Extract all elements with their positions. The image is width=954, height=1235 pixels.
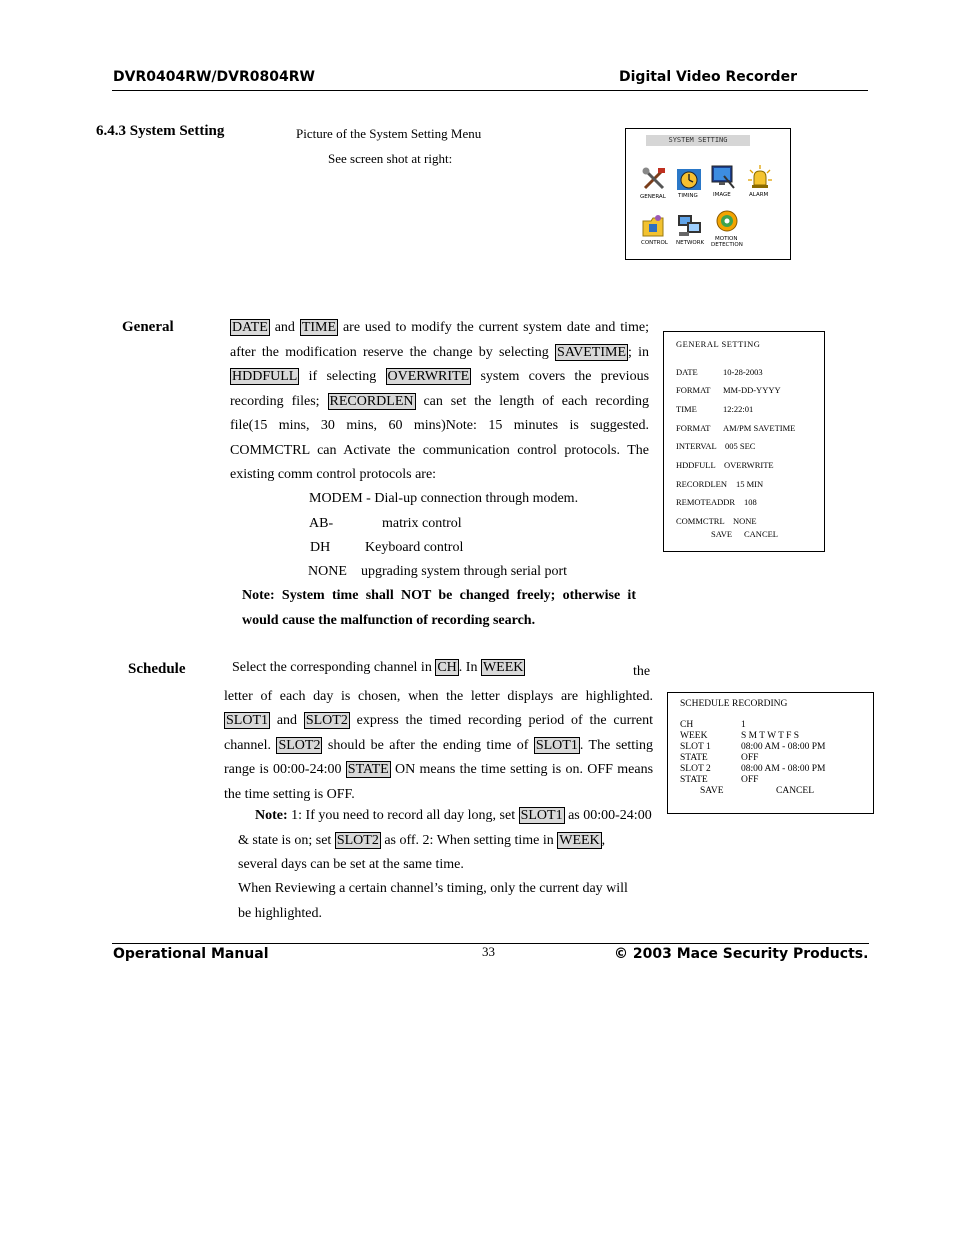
general-note: Note: System time shall NOT be changed freely; otherwise it would cause the malfunction of recording search. — [242, 588, 636, 628]
gp-key: DATE — [676, 367, 698, 377]
general-setting-screenshot — [663, 331, 825, 552]
general-text-1: are used to modify the current system date and time; after the modification reserve the change by selecting — [230, 320, 650, 360]
bell-icon — [747, 164, 773, 190]
gp-value: MM-DD-YYYY — [723, 385, 781, 395]
slot1-keyword: SLOT1 — [226, 713, 268, 728]
slot1-keyword: SLOT1 — [520, 808, 563, 823]
note-text-b: as 00:00-24:00 — [568, 808, 652, 823]
general-text-2: ; in — [628, 344, 650, 360]
protocol-dh-desc: Keyboard control — [365, 540, 464, 555]
gp-value: 15 MIN — [736, 479, 764, 489]
gp-key: COMMCTRL — [676, 516, 725, 526]
schedule-note-line-5: be highlighted. — [238, 906, 322, 921]
text-and: and — [274, 320, 295, 335]
protocol-ab-desc: matrix control — [382, 516, 462, 531]
schedule-text-e: should be after the ending time of — [327, 737, 529, 753]
hddfull-keyword: HDDFULL — [232, 369, 298, 384]
overwrite-keyword: OVERWRITE — [387, 369, 470, 384]
header-title: Digital Video Recorder — [619, 69, 797, 85]
general-text-5: can set the length of each recording file(15 mins, 30 mins, 60 mins)Note: 15 minutes is suggested. COMMCTRL can Activate the communication control protocols. The existing comm control protocols are: — [230, 393, 650, 482]
menu-label-motion: MOTION — [715, 236, 738, 242]
gp-value: 005 SEC — [725, 441, 756, 451]
note-label: Note: — [255, 808, 288, 823]
recordlen-keyword: RECORDLEN — [329, 393, 414, 409]
week-keyword: WEEK — [559, 833, 600, 848]
gp-key: FORMAT — [676, 385, 711, 395]
schedule-paragraph — [224, 660, 653, 807]
schedule-text-c: the letter of each day is chosen, when the letter displays are highlighted. — [224, 664, 653, 704]
sp-value: 08:00 AM - 08:00 PM — [741, 742, 826, 752]
gp-value: NONE — [733, 516, 757, 526]
section-caption: Picture of the System Setting Menu — [296, 126, 482, 141]
system-setting-title: SYSTEM SETTING — [646, 135, 750, 146]
note-text-e: , — [601, 833, 606, 848]
menu-label-network: NETWORK — [676, 240, 705, 246]
menu-label-control: CONTROL — [641, 240, 668, 246]
protocol-modem: MODEM - Dial-up connection through modem. — [309, 491, 579, 506]
gp-value: OVERWRITE — [724, 460, 774, 470]
sp-value: S M T W T F S — [741, 731, 800, 741]
gp-key: REMOTEADDR — [676, 497, 736, 507]
schedule-panel-save: SAVE — [700, 786, 724, 796]
folder-icon — [641, 213, 667, 239]
slot2-keyword: SLOT2 — [278, 737, 321, 753]
menu-label-timing: TIMING — [678, 193, 698, 199]
savetime-keyword: SAVETIME — [557, 344, 626, 360]
protocol-ab: AB- — [309, 516, 334, 531]
page-number: 33 — [482, 944, 495, 959]
menu-label-image: IMAGE — [713, 192, 731, 198]
protocol-dh: DH — [310, 540, 331, 555]
sp-value: 08:00 AM - 08:00 PM — [741, 764, 826, 774]
week-keyword: WEEK — [482, 660, 524, 675]
general-panel-cancel: CANCEL — [744, 529, 778, 539]
tools-icon — [641, 166, 667, 192]
header-model: DVR0404RW/DVR0804RW — [113, 69, 315, 85]
section-caption-2: See screen shot at right: — [328, 151, 453, 166]
gp-key: INTERVAL — [676, 441, 717, 451]
slot2-keyword: SLOT2 — [336, 833, 379, 848]
sp-value: OFF — [741, 753, 759, 763]
schedule-text-a: Select the corresponding channel in — [232, 660, 432, 675]
slot2-keyword: SLOT2 — [305, 713, 348, 728]
schedule-note-line-3: several days can be set at the same time. — [238, 857, 464, 872]
schedule-recording-screenshot — [667, 692, 874, 814]
section-title: 6.4.3 System Setting — [96, 123, 225, 139]
gp-value: 108 — [744, 497, 757, 507]
sp-key: SLOT 1 — [680, 742, 711, 752]
date-keyword: DATE — [232, 320, 268, 335]
protocol-none-desc: upgrading system through serial port — [361, 564, 568, 579]
gp-key: HDDFULL — [676, 460, 716, 470]
gp-key: RECORDLEN — [676, 479, 727, 489]
ch-keyword: CH — [437, 660, 457, 675]
state-keyword: STATE — [347, 762, 389, 777]
schedule-note-line-4: When Reviewing a certain channel’s timing, only the current day will — [238, 881, 628, 896]
sp-key: SLOT 2 — [680, 764, 711, 774]
network-icon — [676, 213, 704, 239]
protocol-none: NONE — [308, 564, 347, 579]
gp-key: FORMAT — [676, 423, 711, 433]
footer-manual: Operational Manual — [113, 946, 269, 962]
schedule-text-d: express the timed recording period of the current channel. — [224, 713, 654, 753]
general-text-3: if selecting — [308, 369, 377, 384]
schedule-panel-cancel: CANCEL — [776, 786, 814, 796]
schedule-text-b: . In — [458, 660, 478, 675]
time-keyword: TIME — [301, 320, 337, 335]
sp-key: STATE — [680, 775, 708, 785]
menu-label-general: GENERAL — [640, 194, 666, 200]
text-and: and — [276, 713, 298, 728]
general-heading: General — [122, 319, 174, 335]
note-text-a: 1: If you need to record all day long, set — [291, 808, 516, 823]
general-paragraph — [230, 316, 649, 488]
slot1-keyword: SLOT1 — [535, 737, 578, 753]
header-rule — [112, 90, 868, 91]
clock-icon — [676, 166, 702, 192]
general-panel-save: SAVE — [711, 529, 733, 539]
gp-key: TIME — [676, 404, 697, 414]
gp-value: 12:22:01 — [723, 404, 754, 414]
schedule-panel-title: SCHEDULE RECORDING — [680, 699, 788, 709]
menu-label-detection: DETECTION — [711, 242, 743, 248]
sp-key: CH — [680, 720, 694, 730]
schedule-note-line-2 — [238, 833, 605, 849]
schedule-text-g: ON means the time setting is on. OFF means the time setting is OFF. — [224, 762, 654, 802]
gp-value: 10-28-2003 — [723, 367, 763, 377]
sp-value: OFF — [741, 775, 759, 785]
footer-copyright: © 2003 Mace Security Products. — [614, 946, 869, 962]
system-setting-screenshot — [625, 128, 791, 260]
schedule-heading: Schedule — [128, 661, 186, 677]
general-text-4: system covers the previous recording files; — [230, 369, 650, 409]
gp-value: AM/PM SAVETIME — [723, 423, 796, 433]
note-text-d: as off. 2: When setting time in — [384, 833, 554, 848]
sp-key: WEEK — [680, 731, 708, 741]
schedule-text-f: . The setting range is 00:00-24:00 — [224, 737, 654, 777]
sp-value: 1 — [741, 720, 746, 730]
schedule-note-line-1 — [255, 808, 652, 824]
note-text-c: & state is on; set — [238, 833, 332, 848]
monitor-icon — [710, 164, 736, 190]
menu-label-alarm: ALARM — [749, 192, 769, 198]
motion-icon — [715, 209, 739, 233]
sp-key: STATE — [680, 753, 708, 763]
general-panel-title: GENERAL SETTING — [676, 339, 761, 349]
